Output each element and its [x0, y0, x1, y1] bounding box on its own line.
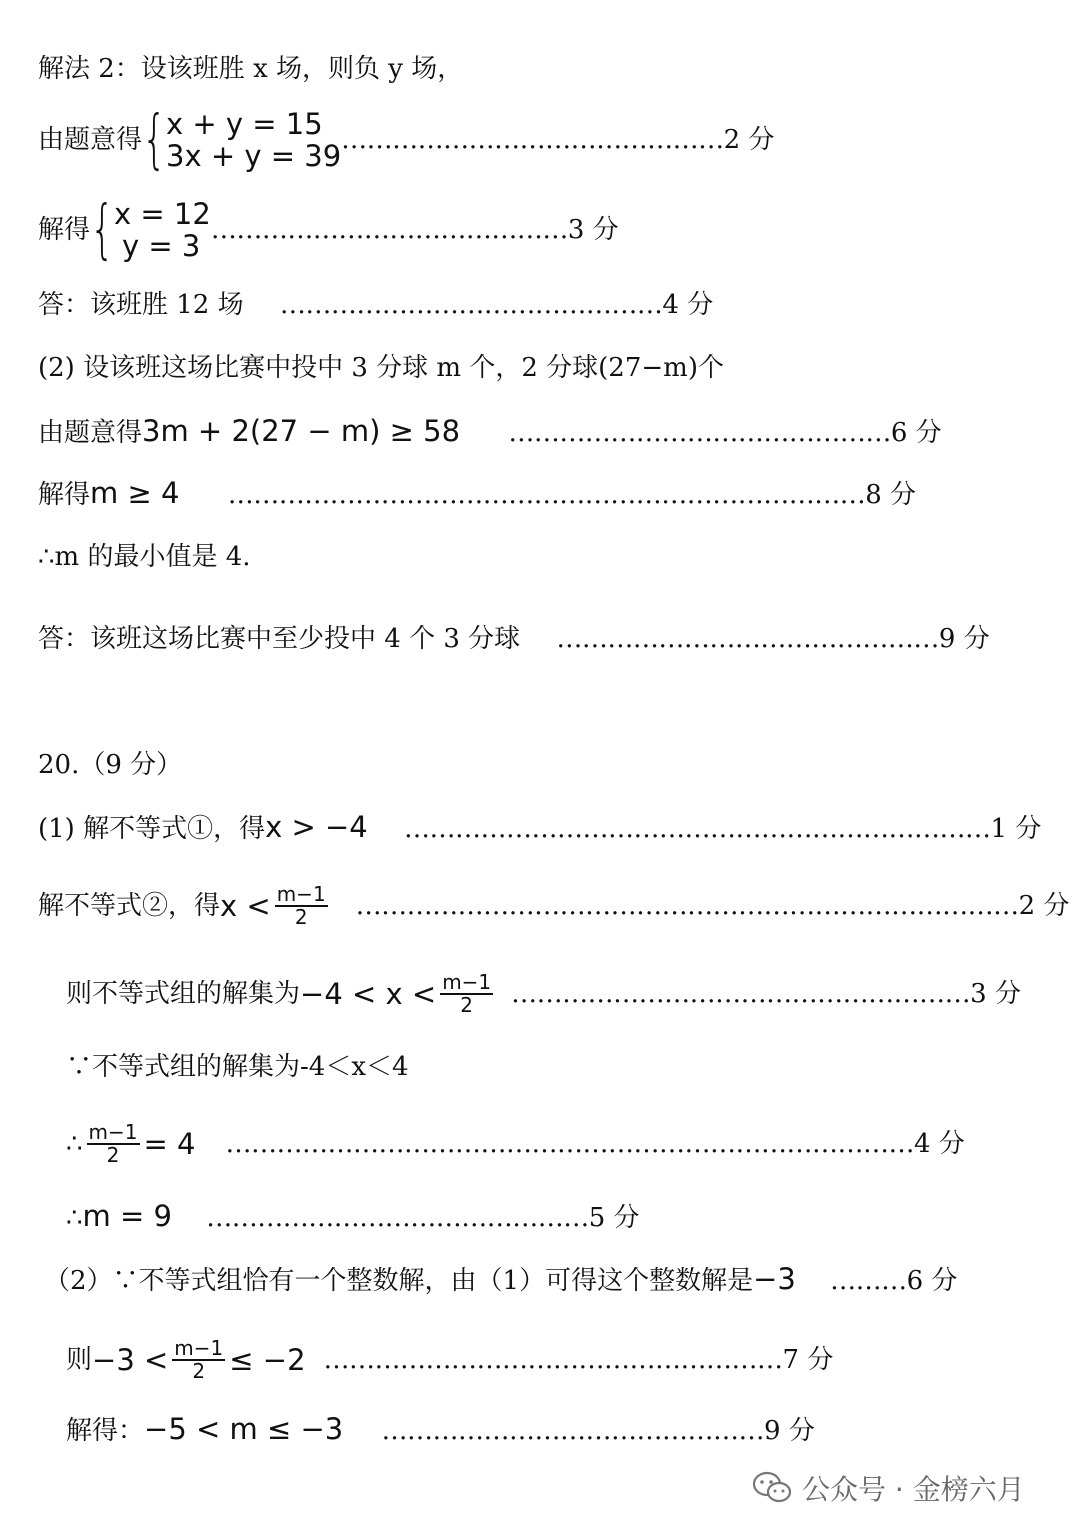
fraction — [172, 1338, 225, 1382]
score: 6 分 — [906, 1266, 958, 1296]
answer-text: 答：该班这场比赛中至少投中 4 个 3 分球 — [38, 624, 521, 654]
therefore-symbol: ∴ — [66, 1129, 83, 1159]
score: 9 分 — [764, 1416, 815, 1446]
fraction — [275, 884, 328, 928]
solution-set-line — [66, 972, 1021, 1016]
leader-dots: ……………………………………… — [279, 290, 663, 320]
answer-line-2 — [38, 622, 990, 656]
solution-system-line — [38, 193, 619, 267]
leader-dots: ……………………………………………… — [511, 979, 971, 1009]
brace: { — [90, 193, 115, 267]
final-solution-line — [66, 1412, 815, 1448]
final-range: −5 < m ≤ −3 — [144, 1412, 344, 1446]
text-prefix: 解不等式②，得 — [38, 891, 221, 921]
inequality-line — [38, 414, 942, 450]
score: 9 分 — [938, 624, 990, 654]
leader-dots: …………………………………………………………… — [404, 814, 991, 844]
solution-x: x = 12 — [114, 197, 211, 231]
score: 3 分 — [970, 979, 1021, 1009]
numerator: m−1 — [174, 1336, 224, 1360]
text-prefix: 由题意得 — [38, 125, 143, 155]
score: 1 分 — [990, 814, 1042, 844]
score: 2 分 — [723, 125, 775, 155]
inequality: 3m + 2(27 − m) ≥ 58 — [142, 414, 461, 448]
equation-system — [142, 103, 342, 177]
inequality-1-line — [38, 810, 1041, 846]
minimum-value-line: ∴m 的最小值是 4. — [38, 542, 251, 572]
text-prefix: 由题意得 — [38, 418, 143, 448]
part-2-integer-line — [44, 1262, 957, 1298]
leader-dots: ……………………………………… — [556, 624, 939, 654]
numerator: m−1 — [88, 1120, 138, 1144]
inequality-1-solution: x > −4 — [265, 810, 368, 844]
score: 5 分 — [588, 1203, 640, 1233]
range-inequality-line — [66, 1338, 833, 1382]
solution-method-2: 解法 2：设该班胜 x 场，则负 y 场， — [38, 54, 464, 84]
text-prefix: 解得： — [66, 1416, 145, 1446]
answer-line-1 — [38, 288, 713, 322]
watermark-text: 公众号 · 金榜六月 — [802, 1473, 1025, 1506]
denominator: 2 — [106, 1143, 120, 1167]
text-prefix: 则 — [66, 1345, 93, 1375]
fraction — [440, 972, 493, 1016]
part-2-text: （2）∵不等式组恰有一个整数解，由（1）可得这个整数解是 — [44, 1266, 754, 1296]
leader-dots: ……………………………………… — [341, 125, 724, 155]
denominator: 2 — [192, 1359, 206, 1383]
numerator: m−1 — [276, 882, 326, 906]
range-lhs: −3 < — [92, 1343, 169, 1377]
solution-set-lhs: −4 < x < — [300, 977, 437, 1011]
denominator: 2 — [294, 905, 308, 929]
denominator: 2 — [460, 993, 474, 1017]
given-solution-set: ∵不等式组的解集为-4＜x＜4 — [66, 1052, 409, 1082]
score: 4 分 — [662, 290, 714, 320]
inequality-2-lhs: x < — [220, 889, 271, 923]
range-rhs: ≤ −2 — [229, 1343, 306, 1377]
text-prefix: 解得 — [38, 215, 91, 245]
leader-dots: ……………………………………………… — [323, 1345, 783, 1375]
fraction — [87, 1122, 140, 1166]
fraction-equation-rhs: = 4 — [143, 1127, 196, 1161]
leader-dots: ………………………………………………………………… — [227, 480, 866, 510]
numerator: m−1 — [442, 970, 492, 994]
m-value-line — [66, 1199, 640, 1235]
text-prefix: 解得 — [38, 480, 91, 510]
leader-dots: ……………………………………… — [508, 418, 891, 448]
solution-m-line — [38, 476, 916, 512]
equation-system-line — [38, 103, 775, 177]
part-2-setup: (2) 设该班这场比赛中投中 3 分球 m 个，2 分球(27−m)个 — [38, 353, 724, 383]
score: 2 分 — [1018, 891, 1070, 921]
integer-solution: −3 — [753, 1262, 796, 1296]
score: 8 分 — [865, 480, 917, 510]
inequality-2-line — [38, 884, 1069, 928]
leader-dots: ……………………………………… — [381, 1416, 765, 1446]
leader-dots: ……………………………………………………………………… — [225, 1129, 914, 1159]
brace: { — [142, 103, 167, 177]
question-20-heading: 20.（9 分） — [38, 750, 183, 780]
score: 6 分 — [890, 418, 942, 448]
leader-dots: …………………………………… — [210, 215, 568, 245]
score: 3 分 — [567, 215, 619, 245]
leader-dots: ……………………………………… — [206, 1203, 589, 1233]
text-prefix: 则不等式组的解集为 — [66, 979, 301, 1009]
therefore-symbol: ∴ — [66, 1203, 83, 1233]
solution-y: y = 3 — [122, 229, 201, 263]
m-value: m = 9 — [82, 1199, 172, 1233]
score: 7 分 — [782, 1345, 834, 1375]
wechat-icon — [752, 1471, 792, 1505]
score: 4 分 — [913, 1129, 965, 1159]
leader-dots: ……… — [830, 1266, 907, 1296]
solution-m: m ≥ 4 — [90, 476, 180, 510]
equation-2: 3x + y = 39 — [166, 139, 342, 173]
leader-dots: …………………………………………………………………… — [355, 891, 1019, 921]
answer-text: 答：该班胜 12 场 — [38, 290, 244, 320]
fraction-equation-line — [66, 1122, 965, 1166]
solution-system — [90, 193, 211, 267]
text-prefix: (1) 解不等式①，得 — [38, 814, 266, 844]
equation-1: x + y = 15 — [166, 107, 323, 141]
watermark — [752, 1468, 1025, 1508]
